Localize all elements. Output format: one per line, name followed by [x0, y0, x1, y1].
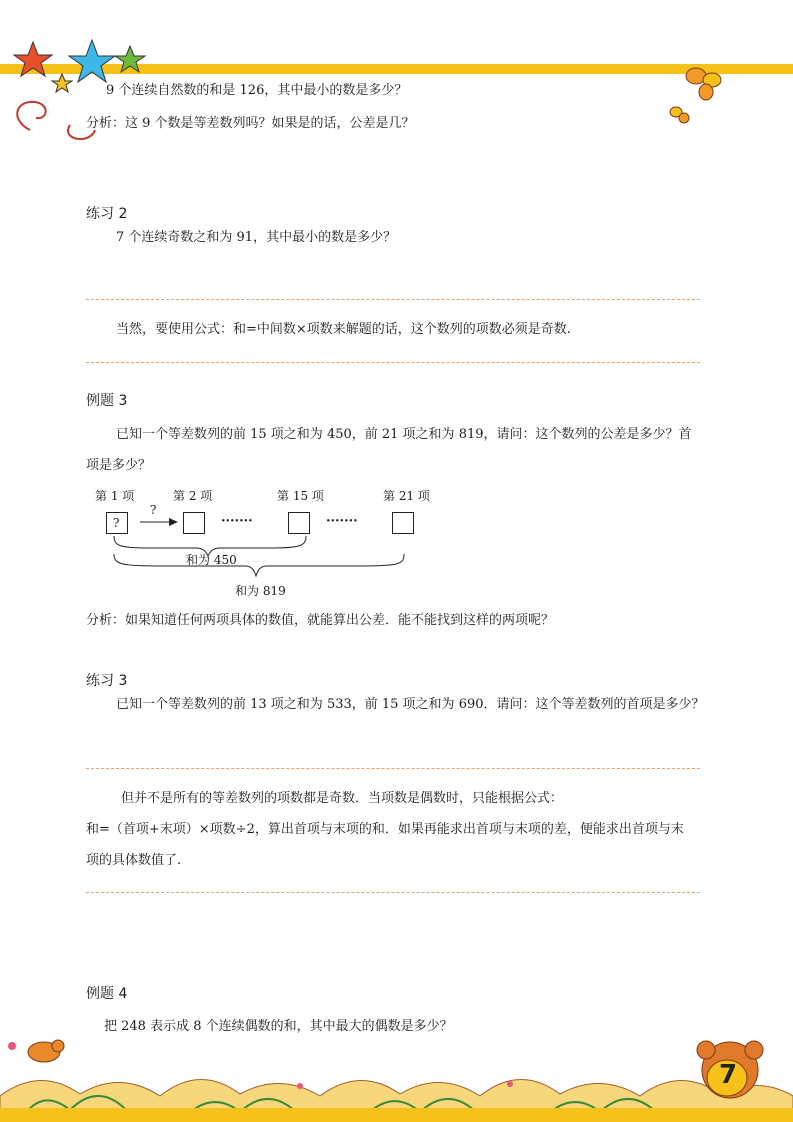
- dots-2: ·······: [326, 514, 358, 529]
- prev-analysis: 分析：这 9 个数是等差数列吗？如果是的话，公差是几？: [86, 116, 415, 131]
- note-even-line1: 但并不是所有的等差数列的项数都是奇数．当项数是偶数时，只能根据公式：: [121, 791, 564, 806]
- arrow-right-icon: [138, 516, 180, 528]
- practice2-title: 练习 2: [86, 206, 128, 222]
- page-number: 7: [718, 1060, 738, 1090]
- arrow-question-mark: ?: [150, 503, 157, 517]
- divider: [86, 299, 700, 300]
- term21-box: [392, 512, 414, 534]
- butterfly-decoration: [660, 60, 740, 140]
- star-red-icon: [14, 42, 52, 76]
- unknown-mark: ?: [113, 516, 120, 530]
- example3-question-line2: 项是多少？: [86, 458, 152, 473]
- divider: [86, 768, 700, 769]
- star-yellow-icon: [52, 74, 72, 92]
- example3-question-line1: 已知一个等差数列的前 15 项之和为 450，前 21 项之和为 819，请问：这个数列的公差是多少？首: [116, 427, 692, 442]
- star-green-icon: [115, 46, 145, 72]
- sum-450-label: 和为 450: [186, 553, 237, 567]
- star-blue-icon: [69, 40, 115, 82]
- example3-title: 例题 3: [86, 393, 128, 409]
- divider: [86, 362, 700, 363]
- dots-1: ·······: [221, 514, 253, 529]
- practice2-question: 7 个连续奇数之和为 91，其中最小的数是多少？: [116, 230, 397, 245]
- bottom-band: [0, 1108, 793, 1122]
- example4-title: 例题 4: [86, 986, 128, 1002]
- note-odd-terms: 当然，要使用公式：和=中间数×项数来解题的话，这个数列的项数必须是奇数.: [116, 322, 571, 337]
- term1-label: 第 1 项: [95, 489, 135, 503]
- example4-question: 把 248 表示成 8 个连续偶数的和，其中最大的偶数是多少？: [104, 1019, 453, 1034]
- term15-label: 第 15 项: [277, 489, 324, 503]
- term1-box: [106, 512, 128, 534]
- practice3-question: 已知一个等差数列的前 13 项之和为 533，前 15 项之和为 690．请问：这个等差数列的首项是多少？: [116, 697, 705, 712]
- term15-box: [288, 512, 310, 534]
- note-even-line3: 项的具体数值了.: [86, 853, 182, 868]
- sum-819-label: 和为 819: [235, 584, 286, 598]
- term21-label: 第 21 项: [383, 489, 430, 503]
- note-even-line2: 和=（首项+末项）×项数÷2，算出首项与末项的和．如果再能求出首项与末项的差，便能求出首项与末: [86, 822, 684, 837]
- term2-box: [183, 512, 205, 534]
- practice3-title: 练习 3: [86, 673, 128, 689]
- divider: [86, 892, 700, 893]
- prev-question: 9 个连续自然数的和是 126，其中最小的数是多少？: [106, 83, 408, 98]
- sum-braces: [100, 534, 420, 584]
- example3-analysis: 分析：如果知道任何两项具体的数值，就能算出公差．能不能找到这样的两项呢？: [86, 613, 555, 628]
- term2-label: 第 2 项: [173, 489, 213, 503]
